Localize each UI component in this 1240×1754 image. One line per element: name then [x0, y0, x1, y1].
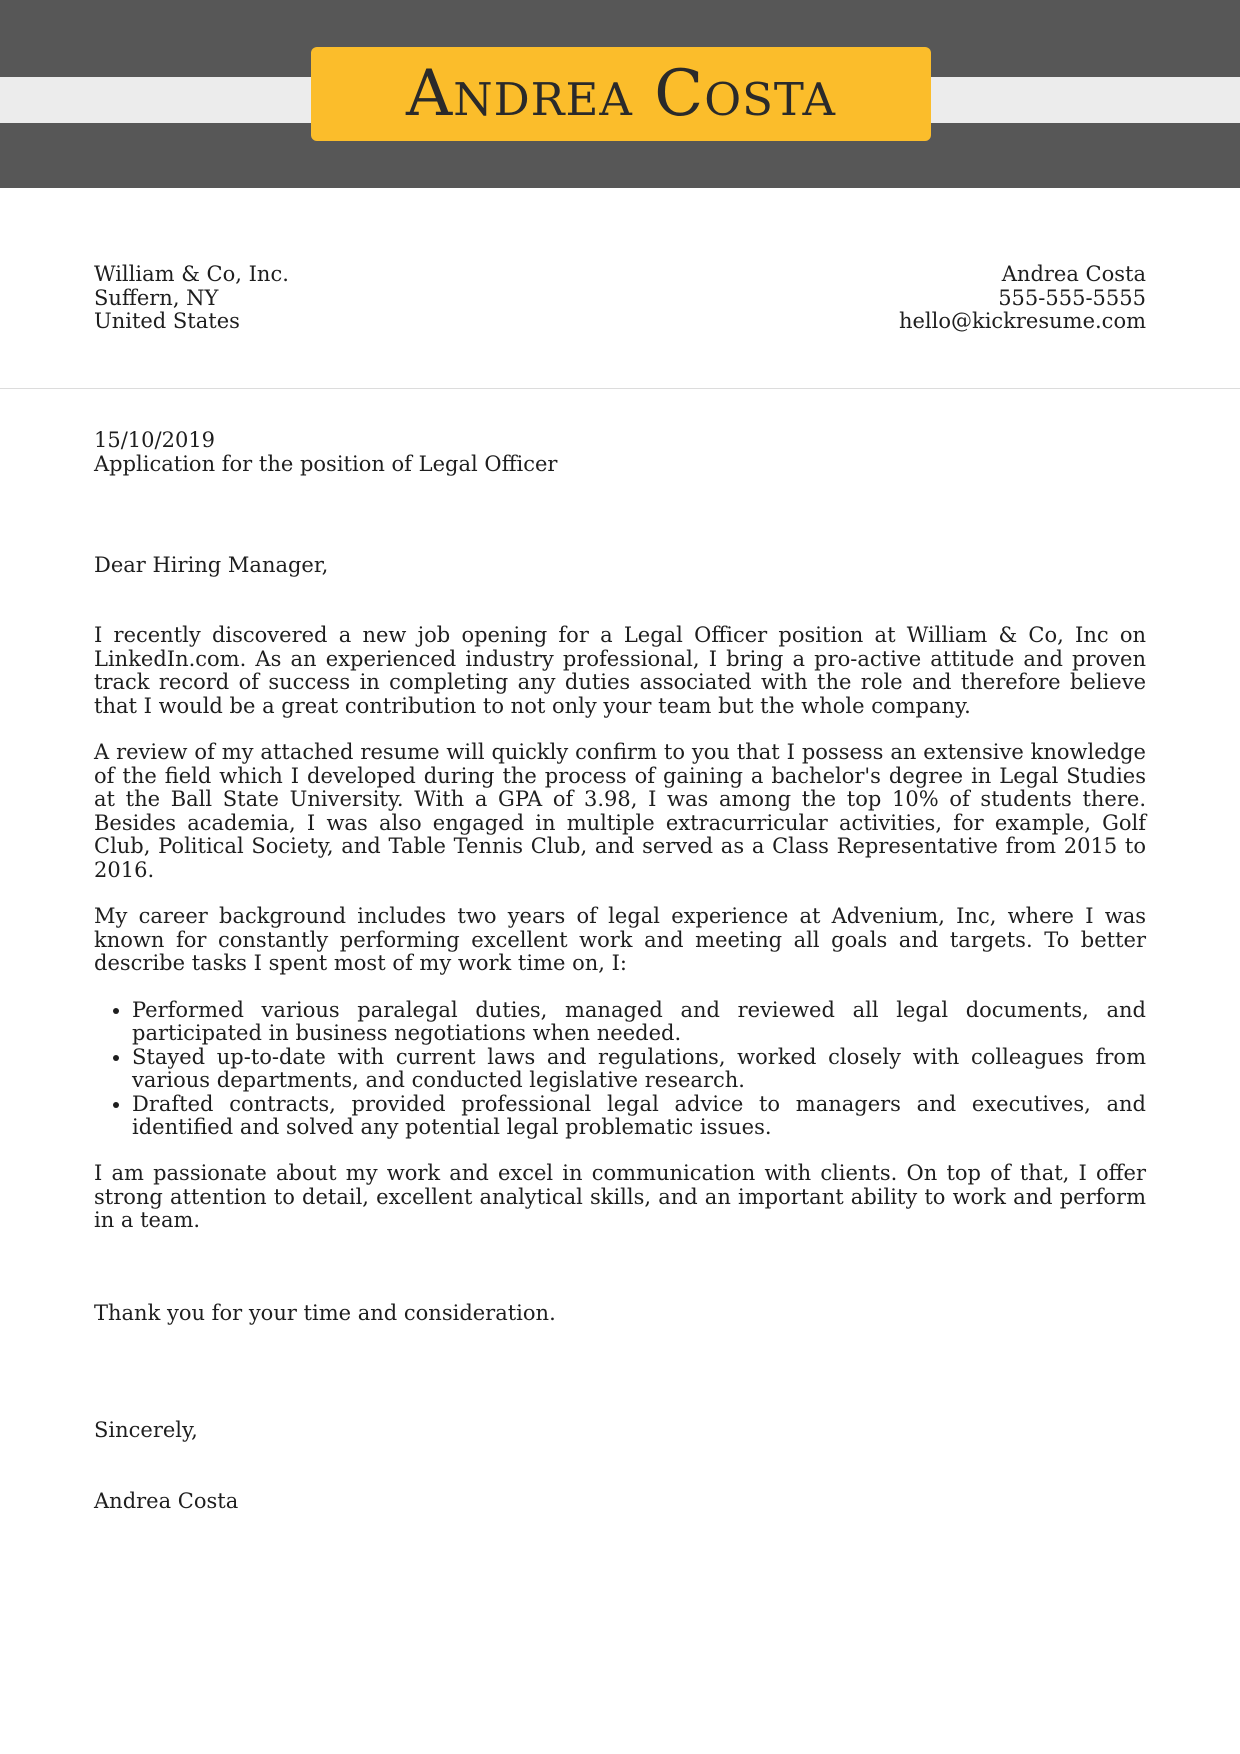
- sender-phone: 555-555-5555: [998, 285, 1146, 310]
- recipient-company: William & Co, Inc.: [94, 262, 289, 286]
- divider: [0, 388, 1240, 389]
- sender-name: Andrea Costa: [1001, 262, 1146, 286]
- name-banner: [311, 47, 931, 141]
- letter-date: 15/10/2019: [94, 428, 216, 452]
- paragraph: A review of my attached resume will quickly confirm to you that I possess an extensive knowledge of the field which I developed during the process of gaining a bachelor's degree in Legal Studies at the Ball State University. With a GPA of 3.98, I was among the top 10% of students there. Besides academia, I was also engaged in multiple extracurricular activities, for example, Golf Club, Political Society, and Table Tennis Club, and served as a Class Representative from 2015 to 2016.: [94, 740, 1146, 882]
- sign-off: Sincerely,: [94, 1418, 198, 1442]
- closing-paragraph: I am passionate about my work and excel in communication with clients. On top of that, I offer strong attention to detail, excellent analytical skills, and an important ability to work and perform in a team.: [94, 1161, 1146, 1232]
- applicant-name: Andrea Costa: [406, 57, 836, 131]
- list-item: • Stayed up-to-date with current laws and regulations, worked closely with colleagues from various departments, and conducted legislative research.: [132, 1046, 1146, 1093]
- sender-contact: [899, 263, 1146, 334]
- thanks-line: Thank you for your time and consideration.: [94, 1301, 556, 1325]
- recipient-address: [94, 263, 289, 334]
- paragraph: I recently discovered a new job opening for a Legal Officer position at William & Co, Inc on LinkedIn.com. As an experienced industry professional, I bring a pro-active attitude and proven track record of success in completing any duties associated with the role and therefore believe that I would be a great contribution to not only your team but the whole company.: [94, 623, 1146, 718]
- recipient-city: Suffern, NY: [94, 285, 219, 310]
- signature-name: Andrea Costa: [94, 1489, 239, 1513]
- paragraph: My career background includes two years of legal experience at Advenium, Inc, where I was known for constantly performing excellent work and meeting all goals and targets. To better describe tasks I spent most of my work time on, I:: [94, 904, 1146, 975]
- letter-meta: [94, 429, 557, 476]
- list-item: • Performed various paralegal duties, managed and reviewed all legal documents, and participated in business negotiations when needed.: [132, 999, 1146, 1046]
- sender-email: hello@kickresume.com: [898, 309, 1146, 333]
- task-list: [94, 999, 1146, 1140]
- letter-body: [94, 624, 1146, 1140]
- list-item: • Drafted contracts, provided professional legal advice to managers and executives, and identified and solved any potential legal problematic issues.: [132, 1093, 1146, 1140]
- recipient-country: United States: [94, 309, 240, 333]
- letter-subject: Application for the position of Legal Officer: [94, 451, 558, 476]
- greeting: Dear Hiring Manager,: [94, 553, 329, 577]
